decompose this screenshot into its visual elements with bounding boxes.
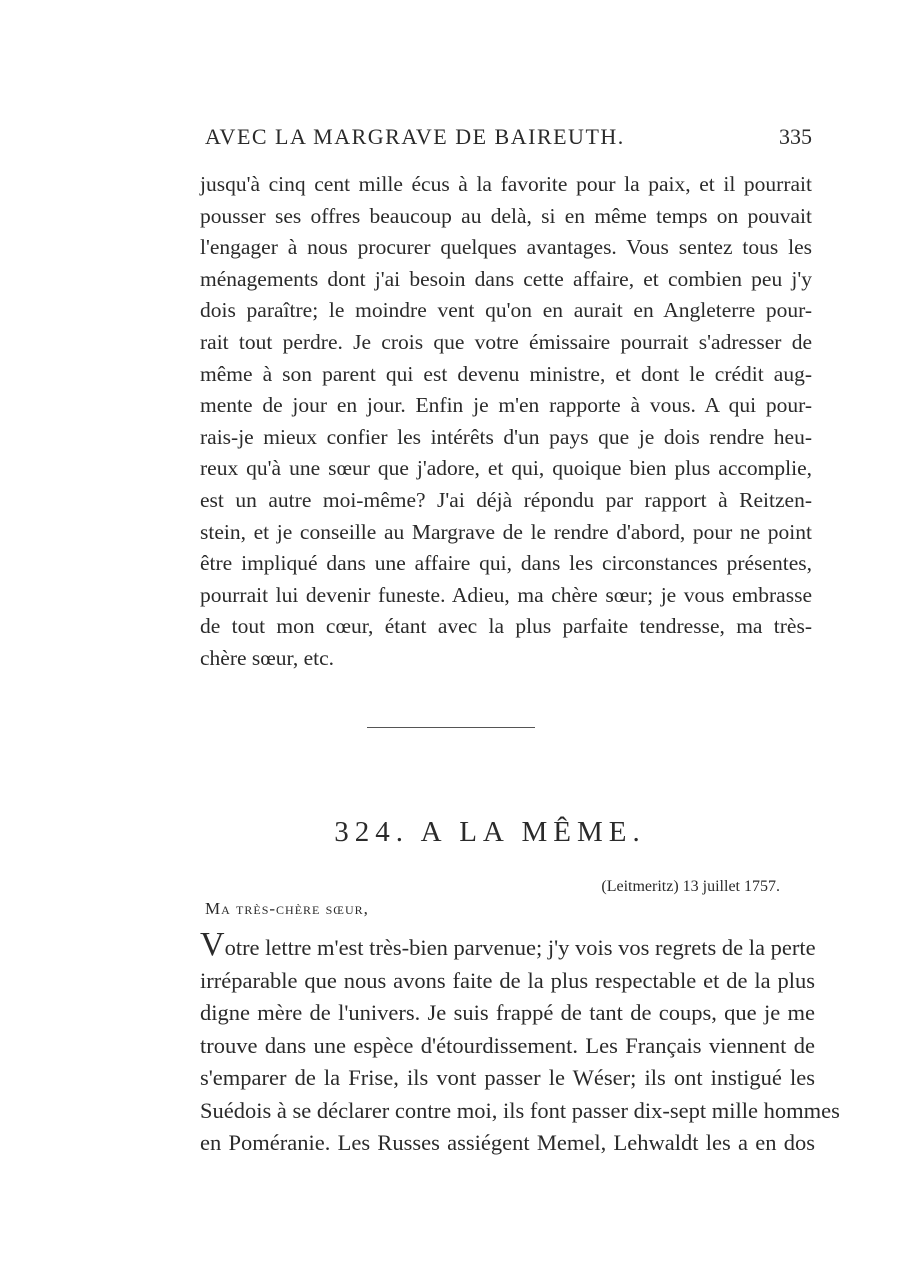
text-line: irréparable que nous avons faite de la plus respectable et de la plus: [200, 967, 815, 993]
running-header: [205, 124, 812, 150]
text-line: trouve dans une espèce d'étourdissement. Les Français viennent de: [200, 1032, 815, 1058]
text-line: de tout mon cœur, étant avec la plus parfaite tendresse, ma très-: [200, 614, 812, 639]
text-line: est un autre moi-même? J'ai déjà répondu par rapport à Reitzen-: [200, 487, 812, 512]
letter-323-continuation: [200, 169, 812, 675]
letter-324-body: [200, 926, 840, 1160]
page-number: 335: [779, 124, 812, 149]
text-line: mente de jour en jour. Enfin je m'en rapporte à vous. A qui pour-: [200, 393, 812, 418]
letter-date: (Leitmeritz) 13 juillet 1757.: [601, 878, 780, 895]
drop-cap: V: [200, 926, 225, 963]
text-line: reux qu'à une sœur que j'adore, et qui, quoique bien plus accomplie,: [200, 456, 812, 481]
letter-title: 324. A LA MÊME.: [334, 816, 646, 848]
text-line: stein, et je conseille au Margrave de le rendre d'abord, pour ne point: [200, 519, 812, 544]
text-line: digne mère de l'univers. Je suis frappé de tant de coups, que je me: [200, 1000, 815, 1025]
text-line: rait tout perdre. Je crois que votre émissaire pourrait s'adresser de: [200, 329, 812, 354]
text-line: rais-je mieux confier les intérêts d'un pays que je dois rendre heu-: [200, 424, 812, 449]
text-line: pourrait lui devenir funeste. Adieu, ma chère sœur; je vous embrasse: [200, 582, 812, 607]
text-line: Suédois à se déclarer contre moi, ils font passer dix-sept mille hommes: [200, 1097, 840, 1123]
text-line: en Poméranie. Les Russes assiégent Memel, Lehwaldt les a en dos: [200, 1130, 815, 1155]
text-line: jusqu'à cinq cent mille écus à la favorite pour la paix, et il pourrait: [200, 172, 812, 196]
text-line: chère sœur, etc.: [200, 645, 335, 670]
text-line: pousser ses offres beaucoup au delà, si en même temps on pouvait: [200, 203, 812, 228]
text-line: [200, 926, 816, 965]
text-line: être impliqué dans une affaire qui, dans les circonstances présentes,: [200, 551, 812, 576]
text-line: dois paraître; le moindre vent qu'on en aurait en Angleterre pour-: [200, 298, 812, 323]
text-line: même à son parent qui est devenu ministre, et dont le crédit aug-: [200, 361, 812, 386]
running-title: AVEC LA MARGRAVE DE BAIREUTH.: [205, 124, 625, 149]
first-line-text: otre lettre m'est très-bien parvenue; j'y vois vos regrets de la perte: [224, 935, 816, 960]
text-line: l'engager à nous procurer quelques avantages. Vous sentez tous les: [200, 235, 812, 260]
text-line: ménagements dont j'ai besoin dans cette affaire, et combien peu j'y: [200, 266, 812, 291]
salutation: Ma très-chère sœur,: [205, 899, 369, 918]
section-divider: [367, 727, 535, 728]
text-line: s'emparer de la Frise, ils vont passer le Wéser; ils ont instigué les: [200, 1065, 815, 1090]
